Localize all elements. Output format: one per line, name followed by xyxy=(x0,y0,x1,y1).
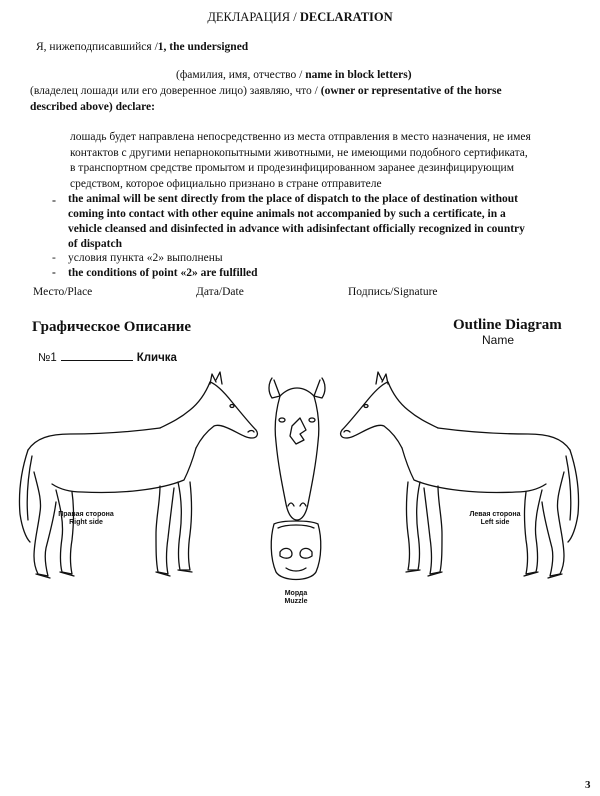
statement-ru xyxy=(70,130,531,192)
horse-left-outline xyxy=(341,372,579,578)
horse-muzzle-drawing xyxy=(266,518,326,588)
muzzle-label xyxy=(271,590,321,606)
muzzle-en: Muzzle xyxy=(284,598,308,605)
undersigned-ru: Я, нижеподписавшийся / xyxy=(36,41,158,53)
left-side-en: Left side xyxy=(480,519,510,526)
statement-en-line: of dispatch xyxy=(68,238,122,250)
page-title xyxy=(0,10,600,24)
horse-left-side-drawing xyxy=(328,372,588,592)
horse-right-side-drawing xyxy=(10,372,270,592)
right-side-ru: Правая сторона xyxy=(58,511,114,518)
muzzle-ru: Морда xyxy=(284,590,308,597)
diagram-title-en: Outline Diagram xyxy=(453,317,562,333)
bullet-en-2: - xyxy=(52,267,56,279)
number-line xyxy=(38,350,177,365)
right-side-label xyxy=(56,511,116,527)
statement-ru-line: контактов с другими непарнокопытными животными, не имеющими подобного сертификата, xyxy=(70,146,528,159)
statement-ru-line: лошадь будет направлена непосредственно из места отправления в место назначения, не имея xyxy=(70,131,531,143)
bullet-en: - xyxy=(52,193,56,207)
statement-en-line: vehicle cleansed and disinfected in advance with adisinfectant officially recognized in country xyxy=(68,223,525,235)
diagram-title-ru: Графическое Описание xyxy=(32,319,192,335)
name-hint-line xyxy=(176,68,412,82)
title-ru: ДЕКЛАРАЦИЯ / xyxy=(207,10,297,24)
statement-en-line: coming into contact with other equine animals not accompanied by such a certificate, in a xyxy=(68,208,506,220)
statement-ru-line: средством, которое официально признано в стране отправителе xyxy=(70,177,382,190)
bullet-ru: - xyxy=(52,252,56,264)
number-label: №1 xyxy=(38,352,57,364)
condition-ru: условия пункта «2» выполнены xyxy=(68,252,223,264)
name-hint-ru: (фамилия, имя, отчество / xyxy=(176,69,303,81)
left-side-label xyxy=(460,511,530,527)
name-blank-line xyxy=(61,350,133,361)
left-side-ru: Левая сторона xyxy=(469,511,521,518)
owner-line-2: described above) declare: xyxy=(30,101,155,113)
title-en: DECLARATION xyxy=(299,10,393,24)
horse-right-outline xyxy=(19,372,257,578)
horse-head-front-drawing xyxy=(262,374,332,524)
condition-en: the conditions of point «2» are fulfilled xyxy=(68,267,258,279)
right-side-en: Right side xyxy=(69,519,103,526)
undersigned-line xyxy=(36,40,248,54)
owner-en-1: (owner or representative of the horse xyxy=(320,85,502,97)
head-front-outline xyxy=(269,378,325,520)
owner-ru: (владелец лошади или его доверенное лицо) заявляю, что / xyxy=(30,85,318,97)
statement-en-line: the animal will be sent directly from the place of dispatch to the place of destination without xyxy=(68,193,518,205)
page-number: 3 xyxy=(585,779,591,791)
place-label: Место/Place xyxy=(33,286,93,298)
signature-label: Подпись/Signature xyxy=(348,286,438,298)
name-hint-en: name in block letters) xyxy=(305,69,412,81)
statement-en xyxy=(68,192,525,252)
diagram-name-en: Name xyxy=(482,333,515,347)
muzzle-outline xyxy=(271,521,321,580)
undersigned-en: 1, the undersigned xyxy=(157,41,249,53)
name-ru-label: Кличка xyxy=(136,352,177,364)
statement-ru-line: в транспортном средстве промытом и продезинфицированном заранее дезинфицирующим xyxy=(70,162,514,174)
owner-line-1 xyxy=(30,84,502,98)
date-label: Дата/Date xyxy=(196,286,244,298)
